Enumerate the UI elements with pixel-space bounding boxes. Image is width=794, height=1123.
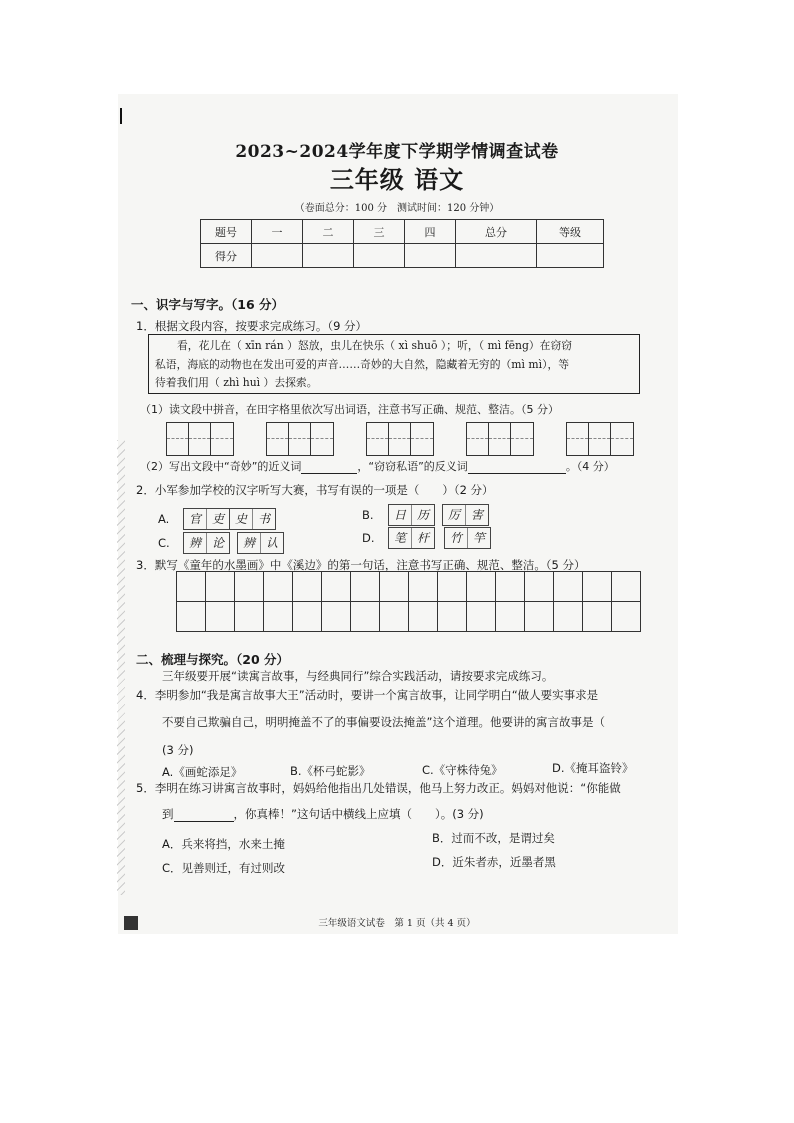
q2-prompt: 2．小军参加学校的汉字听写大赛，书写有误的一项是（ ）（2 分） [136, 483, 494, 497]
score-header-cell: 一 [252, 220, 303, 244]
q1-2-prompt [140, 458, 615, 474]
q1-2-text-b: ，“窃窃私语”的反义词 [357, 460, 468, 473]
q4-option-b[interactable]: B.《杯弓蛇影》 [290, 764, 371, 778]
q4-option-d[interactable]: D.《掩耳盗铃》 [552, 761, 634, 775]
score-table-value-row [201, 244, 604, 268]
q4-line2: 不要自己欺骗自己，明明掩盖不了的事偏要设法掩盖”这个道理。他要讲的寓言故事是（ [162, 715, 605, 729]
pinyin-writing-box-4[interactable] [466, 422, 534, 456]
q2-option-letter: B. [362, 508, 374, 522]
q2-option-b-word2[interactable]: 厉 害 [442, 504, 489, 526]
score-header-cell: 等级 [537, 220, 604, 244]
q1-1-prompt: （1）读文段中拼音，在田字格里依次写出词语，注意书写正确、规范、整洁。（5 分） [140, 403, 559, 416]
q5-line2 [162, 806, 484, 822]
q4-line3: (3 分) [162, 743, 194, 757]
q4-option-a[interactable]: A.《画蛇添足》 [162, 765, 243, 779]
q5-line1: 5．李明在练习讲寓言故事时，妈妈给他指出几处错误，他马上努力改正。妈妈对他说：“你能做 [136, 781, 621, 795]
q5-text-a: 到 [162, 807, 174, 821]
score-table-header-row [201, 220, 604, 244]
antonym-blank[interactable] [468, 473, 566, 474]
score-table [200, 219, 604, 268]
reading-passage [148, 334, 640, 394]
q5-text-b: ，你真棒！”这句话中横线上应填（ ）。(3 分) [233, 807, 484, 821]
dictation-grid[interactable] [176, 571, 641, 632]
q1-2-text-c: 。（4 分） [565, 460, 615, 473]
pinyin-writing-box-2[interactable] [266, 422, 334, 456]
q2-option-b-word1[interactable]: 日 历 [388, 504, 435, 526]
q2-option-letter: D. [362, 531, 375, 545]
q2-option-letter: C. [158, 536, 170, 550]
score-cell [537, 244, 604, 268]
q1-2-text-a: （2）写出文段中“奇妙”的近义词 [140, 460, 302, 473]
q3-prompt: 3．默写《童年的水墨画》中《溪边》的第一句话，注意书写正确、规范、整洁。（5 分） [136, 558, 586, 572]
q1-prompt: 1．根据文段内容，按要求完成练习。（9 分） [136, 319, 368, 333]
pinyin-writing-box-1[interactable] [166, 422, 234, 456]
pinyin-writing-box-5[interactable] [566, 422, 634, 456]
q5-option-a[interactable]: A．兵来将挡，水来土掩 [162, 837, 285, 851]
synonym-blank[interactable] [301, 473, 357, 474]
exam-title: 2023~2024学年度下学期学情调查试卷 [235, 142, 559, 162]
q2-option-d-word2[interactable]: 竹 竿 [444, 527, 491, 549]
q2-option-a-word2[interactable]: 史 书 [229, 508, 276, 530]
passage-line: 看，花儿在（ xīn rán ）怒放，虫儿在快乐（ xì shuō ）；听，（ mì fēng）在窃窃 [177, 339, 573, 352]
section1-title: 一、识字与写字。（16 分） [131, 297, 284, 312]
score-header-cell: 四 [405, 220, 456, 244]
score-header-cell: 二 [303, 220, 354, 244]
q5-option-b[interactable]: B．过而不改，是谓过矣 [432, 831, 555, 845]
passage-line: 私语，海底的动物也在发出可爱的声音……奇妙的大自然，隐藏着无穷的（mì mì），等 [155, 357, 570, 371]
score-cell [456, 244, 537, 268]
q5-option-c[interactable]: C．见善则迁，有过则改 [162, 861, 286, 875]
score-header-cell: 题号 [201, 220, 252, 244]
section2-title: 二、梳理与探究。（20 分） [136, 652, 289, 667]
binding-margin [117, 440, 125, 895]
score-header-cell: 三 [354, 220, 405, 244]
score-cell [303, 244, 354, 268]
binding-mark [120, 108, 122, 124]
q4-line1: 4．李明参加“我是寓言故事大王”活动时，要讲一个寓言故事，让同学明白“做人要实事求是 [136, 688, 599, 702]
score-row-label: 得分 [201, 244, 252, 268]
exam-subtitle: 三年级 语文 [329, 166, 465, 194]
q2-option-a-word1[interactable]: 官 吏 [183, 508, 230, 530]
passage-line: 待着我们用（ zhì huì ）去探索。 [155, 376, 318, 389]
q4-option-c[interactable]: C.《守株待兔》 [422, 763, 503, 777]
q2-option-d-word1[interactable]: 笔 杆 [388, 527, 435, 549]
page-footer: 三年级语文试卷 第 1 页（共 4 页） [318, 918, 476, 929]
q5-option-d[interactable]: D．近朱者赤，近墨者黑 [432, 855, 556, 869]
score-cell [354, 244, 405, 268]
score-header-cell: 总分 [456, 220, 537, 244]
pinyin-writing-box-3[interactable] [366, 422, 434, 456]
score-cell [405, 244, 456, 268]
score-cell [252, 244, 303, 268]
q5-blank[interactable] [174, 821, 234, 822]
exam-meta: （卷面总分：100 分 测试时间：120 分钟） [294, 203, 500, 214]
q2-option-c-word2[interactable]: 辨 认 [237, 532, 284, 554]
section2-intro: 三年级要开展“读寓言故事，与经典同行”综合实践活动，请按要求完成练习。 [162, 669, 554, 683]
q2-option-letter: A. [158, 512, 170, 526]
q2-option-c-word1[interactable]: 辨 论 [183, 532, 230, 554]
